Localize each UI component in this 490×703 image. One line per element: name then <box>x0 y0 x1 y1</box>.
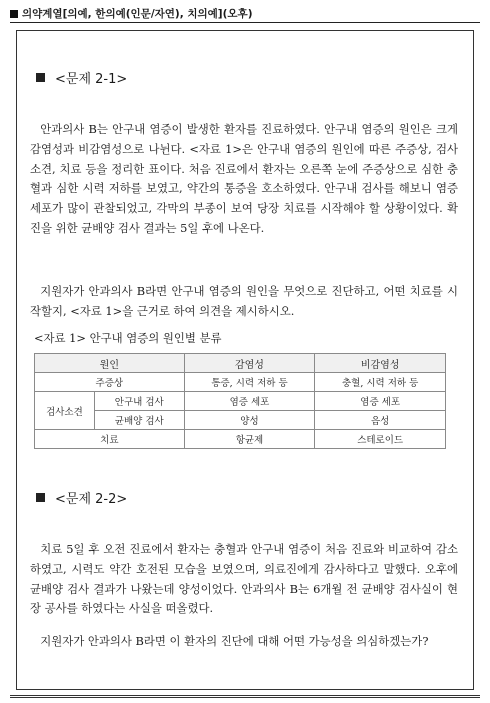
header-cause: 원인 <box>35 354 185 373</box>
classification-table <box>34 353 446 449</box>
square-bullet-icon <box>36 73 45 82</box>
table-row <box>35 430 446 449</box>
header-title: 의약계열[의예, 한의예(인문/자연), 치의예](오후) <box>22 8 253 20</box>
table-row <box>35 411 446 430</box>
header-noninfectious: 비감염성 <box>315 354 446 373</box>
problem-2-1-paragraph-1: 안과의사 B는 안구내 염증이 발생한 환자를 진료하였다. 안구내 염증의 원인은 크게 감염성과 비감염성으로 나뉜다. <자료 1>은 안구내 염증의 원인에 따른 주증상, 검사소견, 치료 등을 정리한 표이다. 처음 진료에서 환자는 오른쪽 눈에 주증상으로 심한 충혈과 심한 시력 저하를 보였고, 약간의 통증을 호소하였다. 안구내 검사를 해보니 염증 세포가 많이 관찰되었고, 각막의 부종이 보여 당장 치료를 시작해야 할 상황이었다. 확진을 위한 균배양 검사 결과는 5일 후에 나온다. <box>30 122 458 235</box>
page-header <box>10 6 480 21</box>
header-infectious: 감염성 <box>184 354 315 373</box>
cell-noninfectious: 음성 <box>315 411 446 430</box>
problem-2-2-title-text: <문제 2-2> <box>55 492 128 507</box>
square-bullet-icon <box>36 493 45 502</box>
problem-2-2-paragraph-1: 치료 5일 후 오전 진료에서 환자는 충혈과 안구내 염증이 처음 진료와 비교하여 감소하였고, 시력도 약간 호전된 모습을 보였으며, 의료진에게 감사하다고 말했다. 오후에 균배양 검사 결과가 나왔는데 양성이었다. 안과의사 B는 6개월 전 균배양 검사실이 현장 공사를 하였다는 사실을 떠올렸다. <box>30 542 458 616</box>
row-label: 주증상 <box>35 373 185 392</box>
row-group-label: 검사소견 <box>35 392 95 430</box>
problem-2-1-paragraph-2: 지원자가 안과의사 B라면 안구내 염증의 원인을 무엇으로 진단하고, 어떤 치료를 시작할지, <자료 1>을 근거로 하여 의견을 제시하시오. <box>30 284 458 318</box>
footer-rule <box>10 695 480 698</box>
problem-2-2-title <box>36 488 127 507</box>
cell-noninfectious: 스테로이드 <box>315 430 446 449</box>
cell-infectious: 염증 세포 <box>184 392 315 411</box>
table-row <box>35 392 446 411</box>
problem-2-2-paragraph-2: 지원자가 안과의사 B라면 이 환자의 진단에 대해 어떤 가능성을 의심하겠는가? <box>40 634 429 648</box>
row-label: 치료 <box>35 430 185 449</box>
cell-infectious: 양성 <box>184 411 315 430</box>
cell-infectious: 항균제 <box>184 430 315 449</box>
table-row <box>35 373 446 392</box>
problem-2-1-title-text: <문제 2-1> <box>55 72 128 87</box>
table-caption: <자료 1> 안구내 염증의 원인별 분류 <box>34 331 222 345</box>
problem-2-1-title <box>36 68 127 87</box>
cell-noninfectious: 염증 세포 <box>315 392 446 411</box>
cell-infectious: 통증, 시력 저하 등 <box>184 373 315 392</box>
row-label: 안구내 검사 <box>94 392 184 411</box>
square-bullet-icon <box>10 10 18 18</box>
row-label: 균배양 검사 <box>94 411 184 430</box>
header-rule <box>10 22 480 23</box>
cell-noninfectious: 충혈, 시력 저하 등 <box>315 373 446 392</box>
table-header-row <box>35 354 446 373</box>
